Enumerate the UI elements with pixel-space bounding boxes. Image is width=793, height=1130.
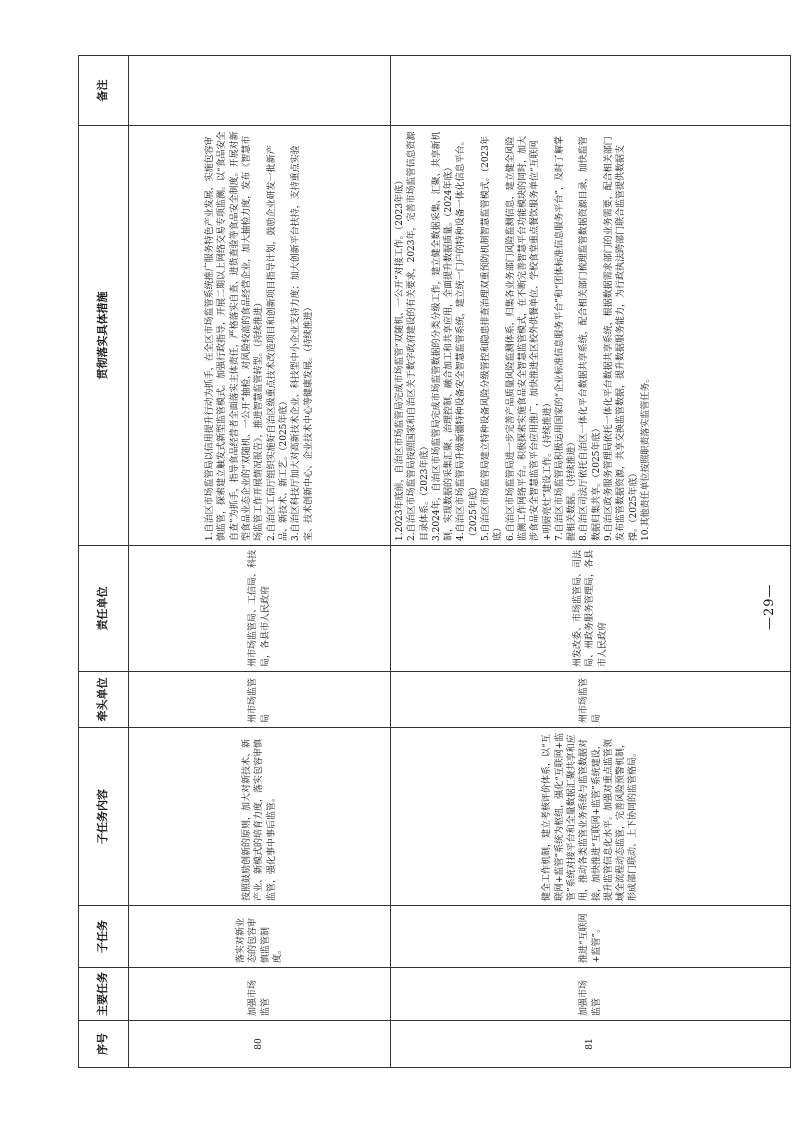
measure-item: 3.2024年，自治区市场监管局完成市场监管数据的分类分级工作，建立健全数据采集、汇聚、共享新机制，实现数据的采集汇聚、治理控制、融合加工和共享应用，全面提升数据质量。（2024年底）	[431, 131, 455, 541]
measure-item: 1.2023年底前，自治区市场监管局完成市场监管“双随机、一公开”对接工作。（2023年底）	[395, 175, 405, 541]
row-main-task: 加强市场监管	[391, 968, 791, 1021]
table-row	[129, 56, 391, 1068]
row-seq: 81	[391, 1021, 791, 1068]
header-content: 子任务内容	[79, 728, 129, 906]
measure-item: 8.自治区司法厅依托自治区一体化平台数据共享系统，配合相关部门梳理监管数据资源目录，加快监管数据归集共享。（2025年底）	[579, 136, 602, 541]
row-responsible-unit: 州发改委、市场监管局、司法局、州政务服务管理局，各县市人民政府	[391, 546, 791, 672]
row-seq: 80	[129, 1021, 391, 1068]
measure-item: 2.自治区市场监管局按照国家和自治区关于数字政府建设的有关要求，2023年，完善市场监管信息资源目录体系。（2023年底）	[407, 131, 430, 541]
measure-item: 6.自治区市场监管局进一步完善产品质量风险监测体系，归集各业务部门风险监测信息，建立健全风险监测工作网络平台。积极探索实施食品安全智慧监管模式，在不断完善智慧平台功能模块的同时，加大涉食品安全智慧监管平台应用推广，加快推进全区校外供餐单位、学校食堂重点餐饮服务单位“互联网+明厨亮灶”建设工作。（持续推进）	[505, 135, 553, 541]
measures-table	[78, 55, 791, 1068]
row-lead-unit: 州市场监管局	[391, 672, 791, 728]
header-seq: 序号	[79, 1021, 129, 1068]
measure-item: 10.其他责任单位按照职责落实监管任务。	[640, 373, 651, 541]
row-responsible-unit: 州市场监管局、工信局、科技局，各县市人民政府	[129, 546, 391, 672]
row-main-task: 加强市场监管	[129, 968, 391, 1021]
measure-item: 4.自治区市场监管局升级新疆特种设备安全智慧监管系统，建立统一门户的特种设备一体化信息平台。（2025年底）	[456, 136, 479, 541]
row-content: 按照鼓励创新的原则，加大对新技术、新产业、新模式的培育力度，落实包容审慎监管，强化事中事后监管。	[129, 728, 391, 906]
header-lead-unit: 牵头单位	[79, 672, 129, 728]
measure-item: 9.自治区政务服务管理局依托一体化平台数据共享系统，根据数据需求部门的业务需要，配合相关部门发布监管数据资源，共享交换监管数据，提升数据服务能力，为行政执法跨部门联合监管提供数据支撑。（2025年底）	[604, 136, 639, 541]
row-measures	[129, 126, 391, 546]
header-sub-task: 子任务	[79, 906, 129, 968]
page-number: —29—	[762, 583, 777, 630]
row-measures	[391, 126, 791, 546]
measure-item: 5.自治区市场监管局建立特种设备风险分级管控和隐患排查治理双重预防机制智慧监管模式。（2023年底）	[481, 136, 504, 541]
measure-item: 7.自治区市场监管局积极运用国家的“企业标准信息服务平台”和“团体标准信息服务平台”，及时了解掌握相关数据。（持续推进）	[554, 136, 578, 541]
row-remarks	[391, 56, 791, 126]
row-sub-task: 推进“互联网+监管”。	[391, 906, 791, 968]
measure-item: 3.自治区科技厅加大对高新技术企业、科技型中小企业支持力度；加大创新平台扶持，支持重点实验室、技术创新中心、企业技术中心等健康发展。（持续推进）	[291, 145, 314, 541]
header-main-task: 主要任务	[79, 968, 129, 1021]
row-lead-unit: 州市场监管局	[129, 672, 391, 728]
header-row	[79, 56, 129, 1068]
table-row	[391, 56, 791, 1068]
row-content: 健全工作机制，建立考核评价体系，以“互联网+监管”系统为枢纽，强化“互联网+监管”系统对接平台和全量数据汇聚共享和应用，推动各类监管业务系统与监管数据对接，加快推进“互联网+监管”系统建设，提升监管信息化水平。加强对重点监管领域全流程动态监管，完善风险预警机制，形成部门联动、上下协同的监管格局。	[391, 728, 791, 906]
row-remarks	[129, 56, 391, 126]
header-remarks: 备注	[79, 56, 129, 126]
header-measures: 贯彻落实具体措施	[79, 126, 129, 546]
measure-item: 2.自治区工信厅组织实施好自治区级重点技术改造项目和创新项目指导计划，鼓励企业研发一批新产品、新技术、新工艺。（2025年底）	[266, 145, 289, 541]
measure-item: 1.自治区市场监管局以信用提升行动为抓手，在全区市场监管系统推广服务特色产业发展，实施包容审慎监管，探索建立触发式新型监管模式。加强行政指导，开展二期以上网络交易专项监测。以“食品安全自查”为抓手，指导食品经营者全面落实主体责任，严格落实自查、进货查验等食品安全制度。开展对新型食品业态企业的“双随机、一公开”抽检，对风险较高的食品经营企业，加大抽检力度，发布《智慧市场监管工作开展情况报告》，推进智慧监管转型。（持续推进）	[205, 131, 265, 541]
row-sub-task: 落实对新业态的包容审慎监管制度。	[129, 906, 391, 968]
header-responsible-unit: 责任单位	[79, 546, 129, 672]
